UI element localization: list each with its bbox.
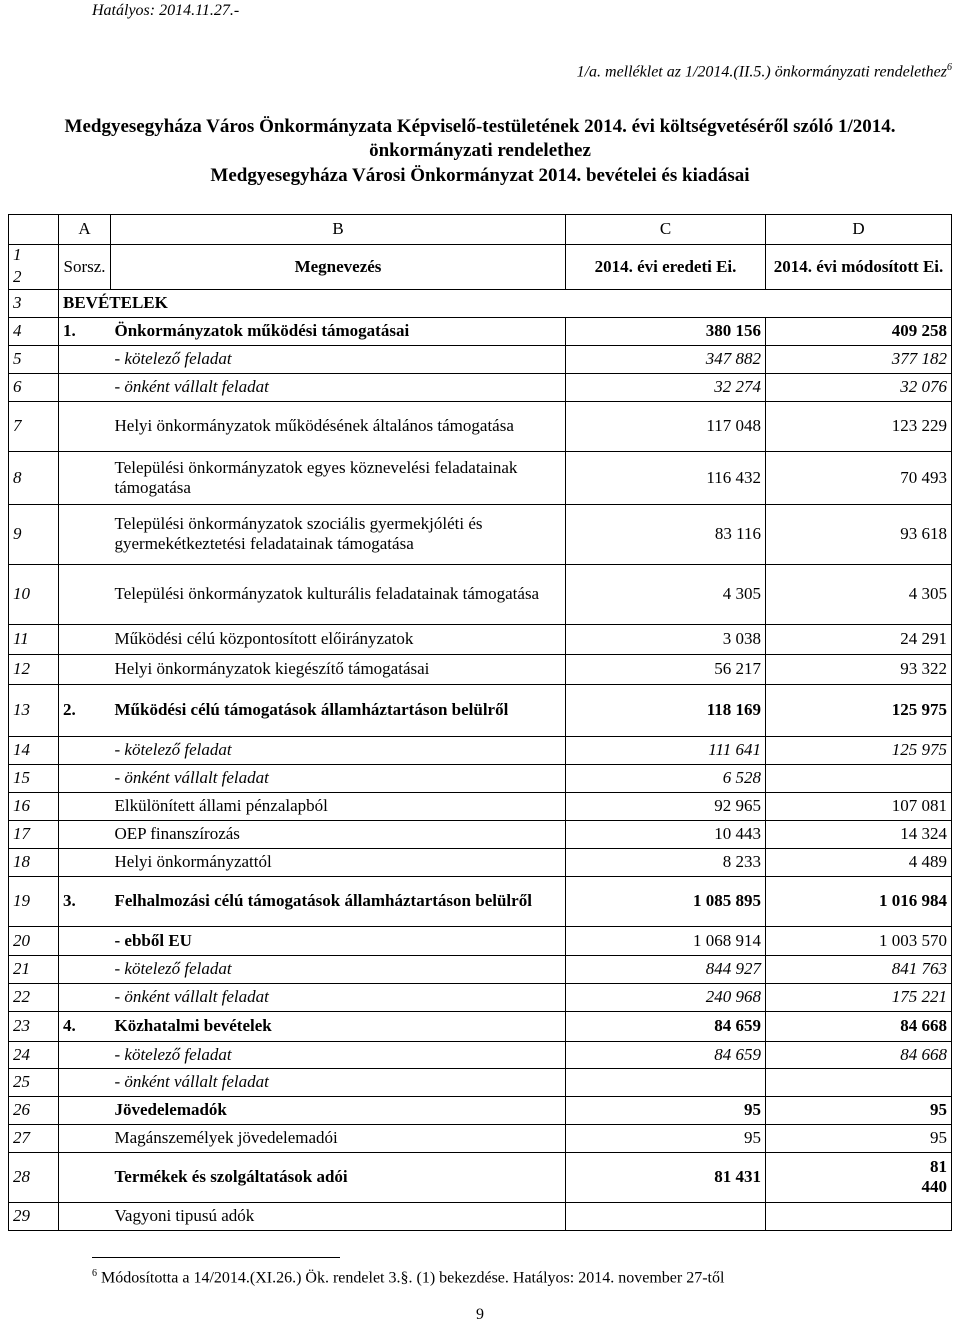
row-label: - kötelező feladat: [111, 1041, 566, 1068]
budget-table: [8, 214, 952, 1231]
row-value-modified: 95: [766, 1124, 952, 1152]
row-value-original: 111 641: [566, 736, 766, 764]
row-label: - önként vállalt feladat: [111, 764, 566, 792]
row-value-modified: 841 763: [766, 955, 952, 983]
row-value-modified: 93 322: [766, 654, 952, 684]
row-value-original: 116 432: [566, 451, 766, 504]
row-number: 3: [9, 289, 59, 317]
table-row: [9, 1041, 952, 1068]
row-value-modified: 84 668: [766, 1041, 952, 1068]
row-label: Felhalmozási célú támogatások államháztartáson belülről: [111, 876, 566, 926]
row-value-original: 240 968: [566, 983, 766, 1011]
table-row: [9, 451, 952, 504]
annex-footnote-mark: 6: [947, 62, 952, 73]
row-value-original: 844 927: [566, 955, 766, 983]
col-letter-b: B: [111, 215, 566, 245]
row-number: 6: [9, 373, 59, 401]
row-value-modified: [766, 1068, 952, 1096]
table-row: [9, 820, 952, 848]
col-letter-d: D: [766, 215, 952, 245]
table-row: [9, 1068, 952, 1096]
page-number: 9: [476, 1306, 484, 1323]
row-label: Közhatalmi bevételek: [111, 1011, 566, 1041]
row-value-original: 118 169: [566, 684, 766, 736]
title-line-3: Medgyesegyháza Városi Önkormányzat 2014. bevételei és kiadásai: [210, 165, 750, 186]
row-label: Magánszemélyek jövedelemadói: [111, 1124, 566, 1152]
row-value-modified: [766, 1202, 952, 1230]
row-value-original: 347 882: [566, 345, 766, 373]
row-number: 23: [9, 1011, 59, 1041]
table-row: [9, 1011, 952, 1041]
title-line-2: önkormányzati rendelethez: [369, 140, 591, 161]
row-label: Települési önkormányzatok egyes köznevelési feladatainak támogatása: [111, 451, 566, 504]
table-row: [9, 764, 952, 792]
row-number: 28: [9, 1152, 59, 1202]
row-sorsz: 3.: [59, 876, 111, 926]
row-number: 25: [9, 1068, 59, 1096]
footnote: [92, 1268, 724, 1287]
row-label: Elkülönített állami pénzalapból: [111, 792, 566, 820]
row-number: 4: [9, 317, 59, 345]
row-value-modified: 93 618: [766, 504, 952, 564]
row-label: Helyi önkormányzattól: [111, 848, 566, 876]
row-value-modified: 14 324: [766, 820, 952, 848]
row-value-original: 1 068 914: [566, 926, 766, 955]
row-number: 18: [9, 848, 59, 876]
row-value-modified: 32 076: [766, 373, 952, 401]
row-number: 24: [9, 1041, 59, 1068]
annex-text: 1/a. melléklet az 1/2014.(II.5.) önkormányzati rendelethez: [576, 63, 947, 81]
row-label: Vagyoni tipusú adók: [111, 1202, 566, 1230]
table-row: [9, 684, 952, 736]
row-number: 10: [9, 564, 59, 624]
row-value-modified: 377 182: [766, 345, 952, 373]
row-label: - kötelező feladat: [111, 955, 566, 983]
row-value-original: 6 528: [566, 764, 766, 792]
row-value-original: 92 965: [566, 792, 766, 820]
row-value-modified: 4 489: [766, 848, 952, 876]
row-value-modified: 70 493: [766, 451, 952, 504]
row-value-modified: 81 440: [766, 1152, 952, 1202]
table-row: [9, 983, 952, 1011]
row-number: 19: [9, 876, 59, 926]
table-row: [9, 345, 952, 373]
row-value-original: 117 048: [566, 401, 766, 451]
table-row: [9, 926, 952, 955]
row-value-original: [566, 1202, 766, 1230]
row-number: 7: [9, 401, 59, 451]
table-row: [9, 955, 952, 983]
table-row: [9, 1124, 952, 1152]
column-letters-row: [9, 215, 952, 245]
row-label: Működési célú központosított előirányzatok: [111, 624, 566, 654]
title-line-1: Medgyesegyháza Város Önkormányzata Képviselő-testületének 2014. évi költségvetéséről szóló 1/2014.: [64, 116, 896, 137]
table-row: [9, 1152, 952, 1202]
row-number: 8: [9, 451, 59, 504]
row-value-original: [566, 1068, 766, 1096]
row-number: 22: [9, 983, 59, 1011]
section-label: BEVÉTELEK: [59, 289, 952, 317]
row-value-original: 8 233: [566, 848, 766, 876]
row-label: Termékek és szolgáltatások adói: [111, 1152, 566, 1202]
row-number: 9: [9, 504, 59, 564]
section-row: [9, 289, 952, 317]
row-value-original: 32 274: [566, 373, 766, 401]
row-value-modified: 409 258: [766, 317, 952, 345]
table-row: [9, 373, 952, 401]
footnote-mark: 6: [92, 1268, 97, 1279]
row-number: 26: [9, 1096, 59, 1124]
row-value-modified: 84 668: [766, 1011, 952, 1041]
table-row: [9, 1202, 952, 1230]
table-row: [9, 624, 952, 654]
row-value-original: 4 305: [566, 564, 766, 624]
row-value-original: 83 116: [566, 504, 766, 564]
header-row-1: [9, 245, 952, 266]
table-row: [9, 504, 952, 564]
header-sorsz: Sorsz.: [59, 245, 111, 290]
row-value-modified: 175 221: [766, 983, 952, 1011]
row-number: 5: [9, 345, 59, 373]
row-number: 16: [9, 792, 59, 820]
row-value-modified: 107 081: [766, 792, 952, 820]
row-label: Jövedelemadók: [111, 1096, 566, 1124]
row-label: - kötelező feladat: [111, 345, 566, 373]
header-eredeti: 2014. évi eredeti Ei.: [566, 245, 766, 290]
row-value-modified: 4 305: [766, 564, 952, 624]
row-number: 29: [9, 1202, 59, 1230]
table-row: [9, 564, 952, 624]
table-row: [9, 317, 952, 345]
row-number: 27: [9, 1124, 59, 1152]
row-label: - önként vállalt feladat: [111, 983, 566, 1011]
row-number: 12: [9, 654, 59, 684]
table-row: [9, 401, 952, 451]
row-number: 11: [9, 624, 59, 654]
row-number: 17: [9, 820, 59, 848]
row-value-original: 95: [566, 1096, 766, 1124]
row-number: 20: [9, 926, 59, 955]
row-number: 14: [9, 736, 59, 764]
col-letter-c: C: [566, 215, 766, 245]
header-modositott: 2014. évi módosított Ei.: [766, 245, 952, 290]
row-label: Helyi önkormányzatok kiegészítő támogatásai: [111, 654, 566, 684]
header-megnevezes: Megnevezés: [111, 245, 566, 290]
row-label: Helyi önkormányzatok működésének általános támogatása: [111, 401, 566, 451]
row-value-original: 3 038: [566, 624, 766, 654]
row-number: 1: [9, 245, 59, 266]
row-value-modified: [766, 764, 952, 792]
footnote-text: Módosította a 14/2014.(XI.26.) Ök. rendelet 3.§. (1) bekezdése. Hatályos: 2014. november 27-től: [101, 1269, 725, 1287]
row-label: Települési önkormányzatok kulturális feladatainak támogatása: [111, 564, 566, 624]
row-value-modified: 24 291: [766, 624, 952, 654]
table-row: [9, 654, 952, 684]
row-number: 13: [9, 684, 59, 736]
row-value-original: 10 443: [566, 820, 766, 848]
row-value-original: 84 659: [566, 1041, 766, 1068]
row-label: - önként vállalt feladat: [111, 1068, 566, 1096]
row-label: OEP finanszírozás: [111, 820, 566, 848]
row-number: 21: [9, 955, 59, 983]
row-sorsz: 1.: [59, 317, 111, 345]
row-label: - kötelező feladat: [111, 736, 566, 764]
row-label: Önkormányzatok működési támogatásai: [111, 317, 566, 345]
row-value-original: 81 431: [566, 1152, 766, 1202]
row-value-modified: 125 975: [766, 684, 952, 736]
table-row: [9, 792, 952, 820]
table-row: [9, 1096, 952, 1124]
row-label: Települési önkormányzatok szociális gyermekjóléti és gyermekétkeztetési feladatainak támogatása: [111, 504, 566, 564]
row-value-original: 95: [566, 1124, 766, 1152]
row-value-original: 84 659: [566, 1011, 766, 1041]
footnote-separator: [92, 1257, 340, 1258]
row-value-modified: 123 229: [766, 401, 952, 451]
row-value-original: 56 217: [566, 654, 766, 684]
col-letter-a: A: [59, 215, 111, 245]
row-number: 2: [9, 265, 59, 289]
row-label: - ebből EU: [111, 926, 566, 955]
row-value-original: 1 085 895: [566, 876, 766, 926]
row-label: Működési célú támogatások államháztartáson belülről: [111, 684, 566, 736]
row-value-modified: 125 975: [766, 736, 952, 764]
row-sorsz: 2.: [59, 684, 111, 736]
row-value-modified: 1 003 570: [766, 926, 952, 955]
row-label: - önként vállalt feladat: [111, 373, 566, 401]
row-value-modified: 1 016 984: [766, 876, 952, 926]
effective-date: Hatályos: 2014.11.27.-: [92, 2, 240, 19]
table-row: [9, 876, 952, 926]
table-row: [9, 848, 952, 876]
row-number: 15: [9, 764, 59, 792]
table-row: [9, 736, 952, 764]
row-value-modified: 95: [766, 1096, 952, 1124]
row-value-original: 380 156: [566, 317, 766, 345]
row-sorsz: 4.: [59, 1011, 111, 1041]
annex-reference: [577, 62, 952, 81]
